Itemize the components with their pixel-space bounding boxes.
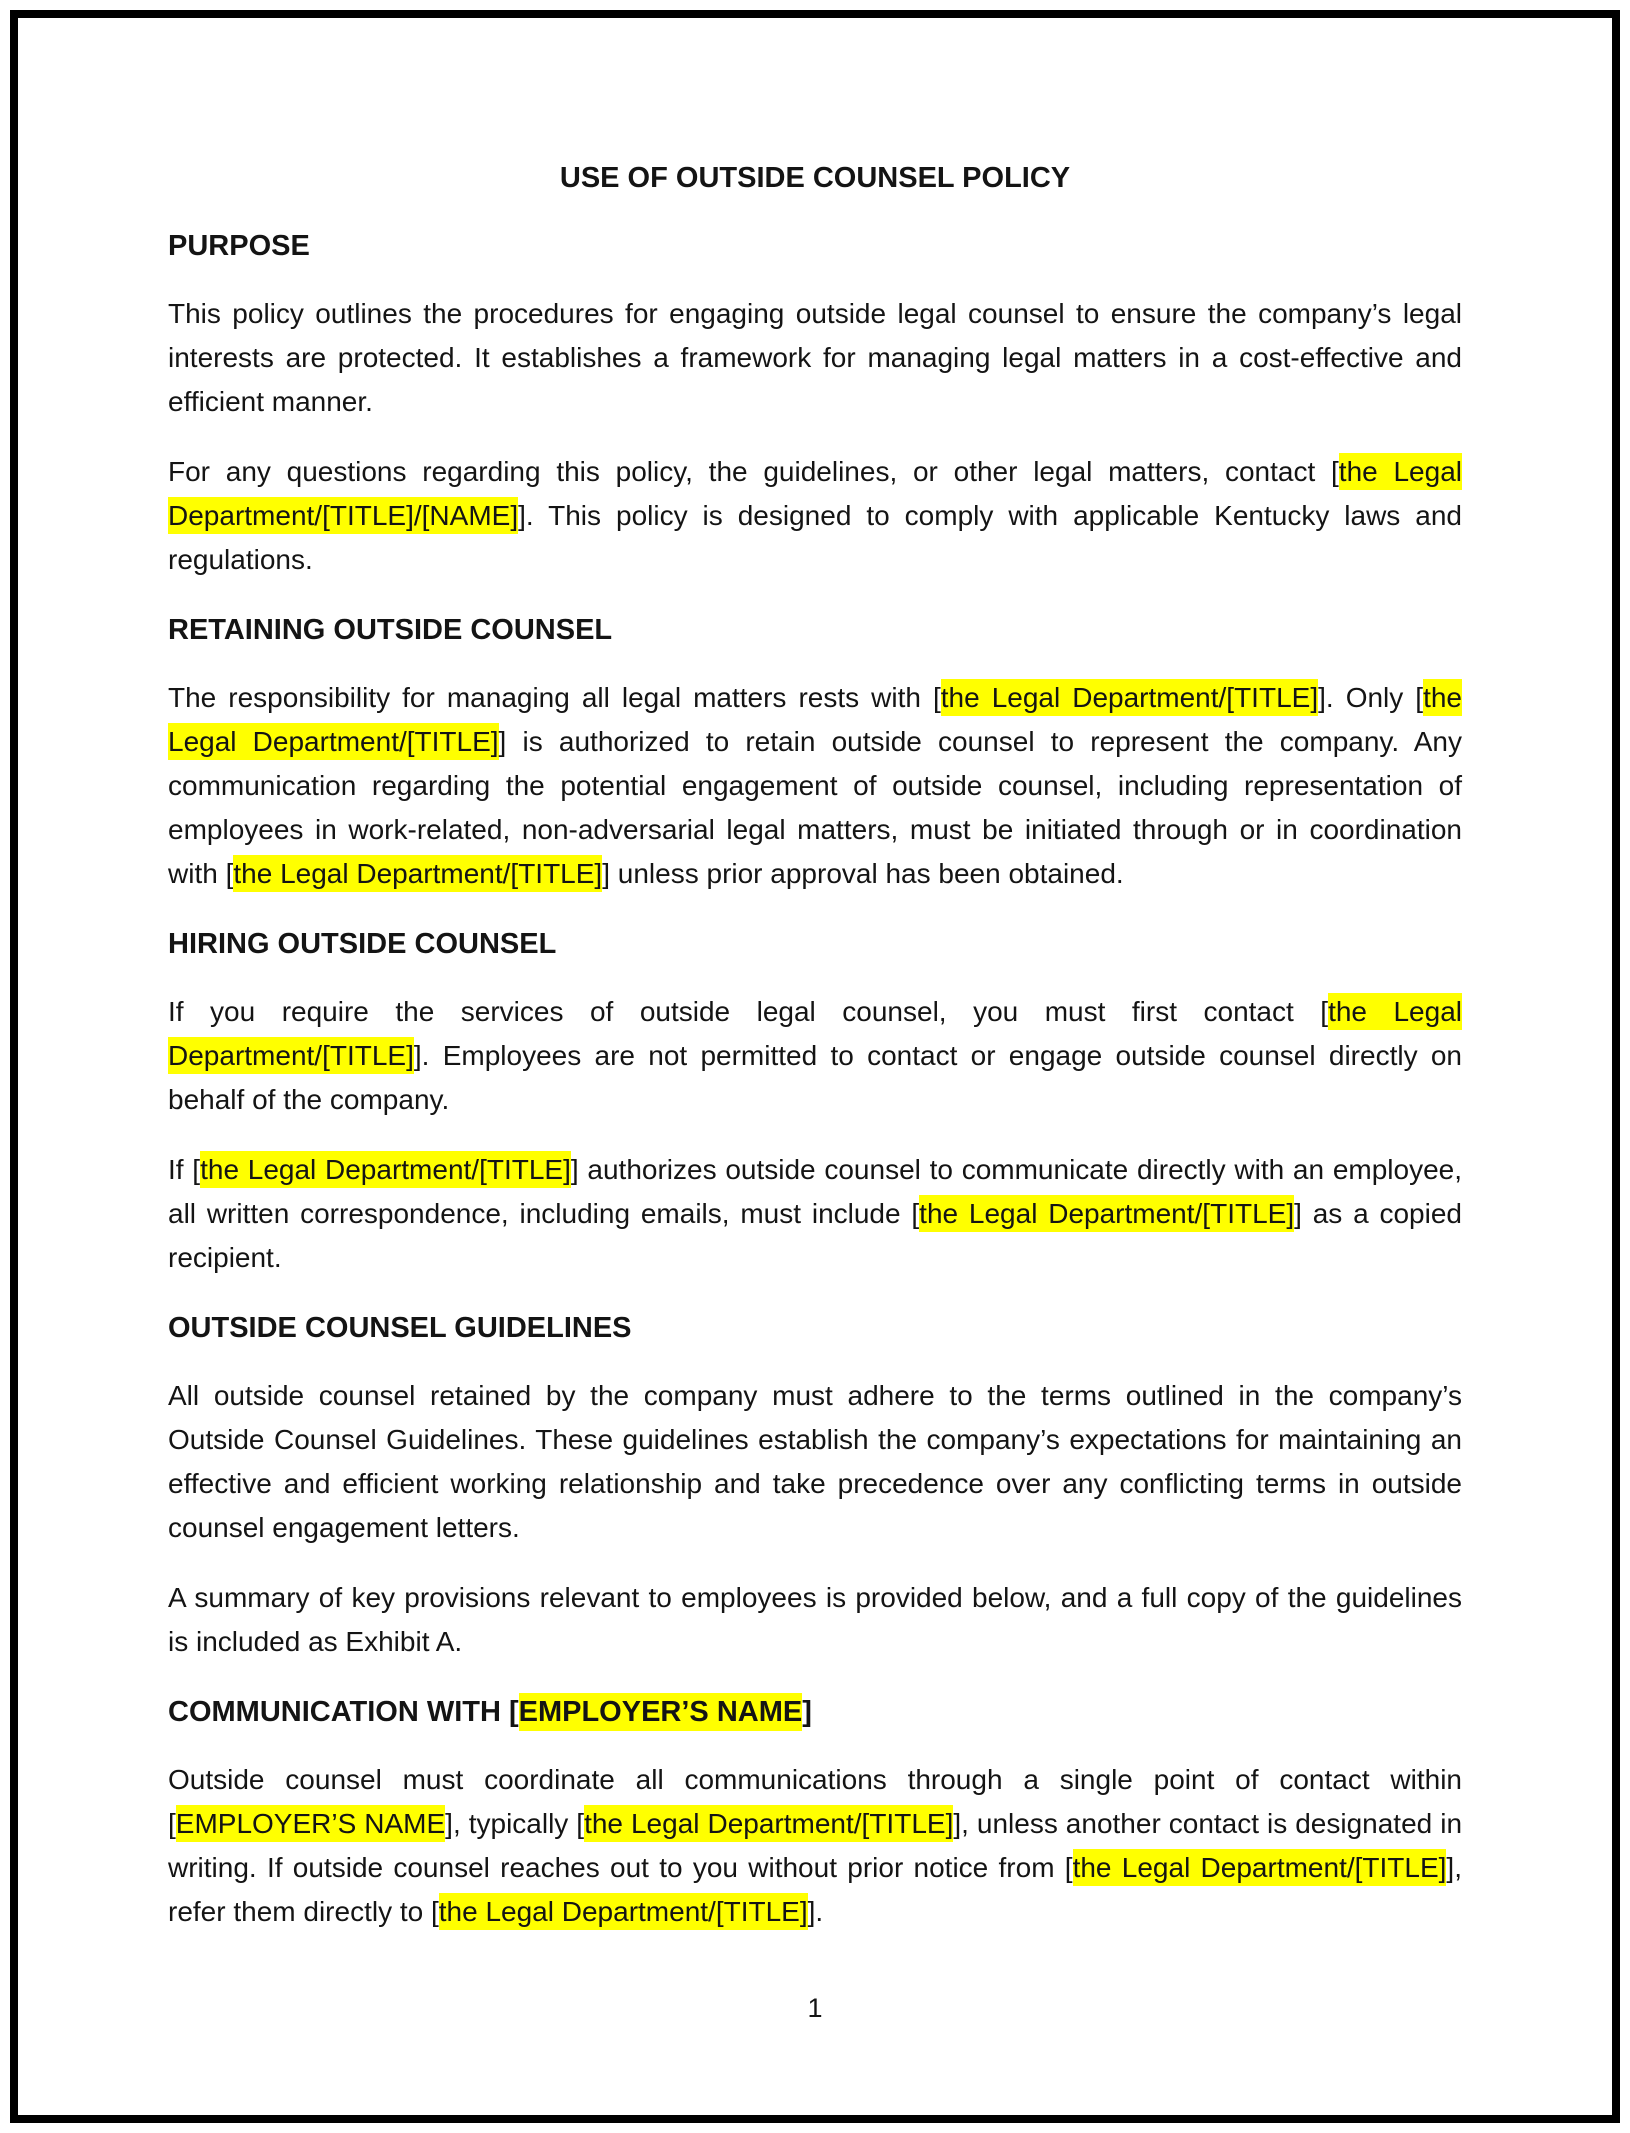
highlighted-placeholder: the Legal Department/[TITLE] [1073,1849,1447,1886]
heading-outside-counsel-guidelines: OUTSIDE COUNSEL GUIDELINES [168,1312,632,1344]
paragraph-hiring-1: If you require the services of outside legal counsel, you must first contact [the Legal Department/[TITLE]]. Employees are not permitted to contact or engage outside counsel directly on behalf of the company. [168,990,1462,1122]
highlighted-placeholder: the Legal Department/[TITLE] [584,1805,953,1842]
page-number: 1 [807,1993,823,2023]
paragraph-purpose-1: This policy outlines the procedures for engaging outside legal counsel to ensure the company’s legal interests are protected. It establishes a framework for managing legal matters in a cost-effective and efficient manner. [168,298,1462,417]
highlighted-placeholder: the Legal Department/[TITLE] [439,1893,808,1930]
heading-communication-with-employer: COMMUNICATION WITH [EMPLOYER’S NAME] [168,1690,1462,1734]
highlighted-placeholder: EMPLOYER’S NAME [176,1805,445,1842]
highlighted-placeholder: the Legal Department/[TITLE] [200,1151,571,1188]
highlighted-placeholder: the Legal Department/[TITLE] [233,855,602,892]
paragraph-hiring-2: If [the Legal Department/[TITLE]] authorizes outside counsel to communicate directly with an employee, all written correspondence, including emails, must include [the Legal Department/[TITLE]] as a copied recipient. [168,1148,1462,1280]
document-title: USE OF OUTSIDE COUNSEL POLICY [559,162,1071,194]
paragraph-communication-1: Outside counsel must coordinate all communications through a single point of contact within [EMPLOYER’S NAME], typically [the Legal Department/[TITLE]], unless another contact is designated in writing. If outside counsel reaches out to you without prior notice from [the Legal Department/[TITLE]], refer them directly to [the Legal Department/[TITLE]]. [168,1758,1462,1934]
paragraph-guidelines-1: All outside counsel retained by the company must adhere to the terms outlined in the company’s Outside Counsel Guidelines. These guidelines establish the company’s expectations for maintaining an effective and efficient working relationship and take precedence over any conflicting terms in outside counsel engagement letters. [168,1380,1462,1543]
heading-retaining-outside-counsel: RETAINING OUTSIDE COUNSEL [168,614,613,646]
heading-hiring-outside-counsel: HIRING OUTSIDE COUNSEL [168,928,557,960]
highlighted-placeholder: EMPLOYER’S NAME [519,1693,803,1731]
highlighted-placeholder: the Legal Department/[TITLE]/[NAME] [168,453,1462,534]
heading-purpose: PURPOSE [168,230,310,262]
paragraph-guidelines-2: A summary of key provisions relevant to employees is provided below, and a full copy of the guidelines is included as Exhibit A. [168,1582,1462,1657]
highlighted-placeholder: the Legal Department/[TITLE] [941,679,1318,716]
document-content [168,156,1462,1960]
highlighted-placeholder: the Legal Department/[TITLE] [168,679,1462,760]
paragraph-retaining-1: The responsibility for managing all legal matters rests with [the Legal Department/[TITLE]]. Only [the Legal Department/[TITLE]] is authorized to retain outside counsel to represent the company. Any communication regarding the potential engagement of outside counsel, including representation of employees in work-related, non-adversarial legal matters, must be initiated through or in coordination with [the Legal Department/[TITLE]] unless prior approval has been obtained. [168,676,1462,896]
highlighted-placeholder: the Legal Department/[TITLE] [919,1195,1294,1232]
paragraph-purpose-2: For any questions regarding this policy, the guidelines, or other legal matters, contact [the Legal Department/[TITLE]/[NAME]]. This policy is designed to comply with applicable Kentucky laws and regulations. [168,450,1462,582]
highlighted-placeholder: the Legal Department/[TITLE] [168,993,1462,1074]
